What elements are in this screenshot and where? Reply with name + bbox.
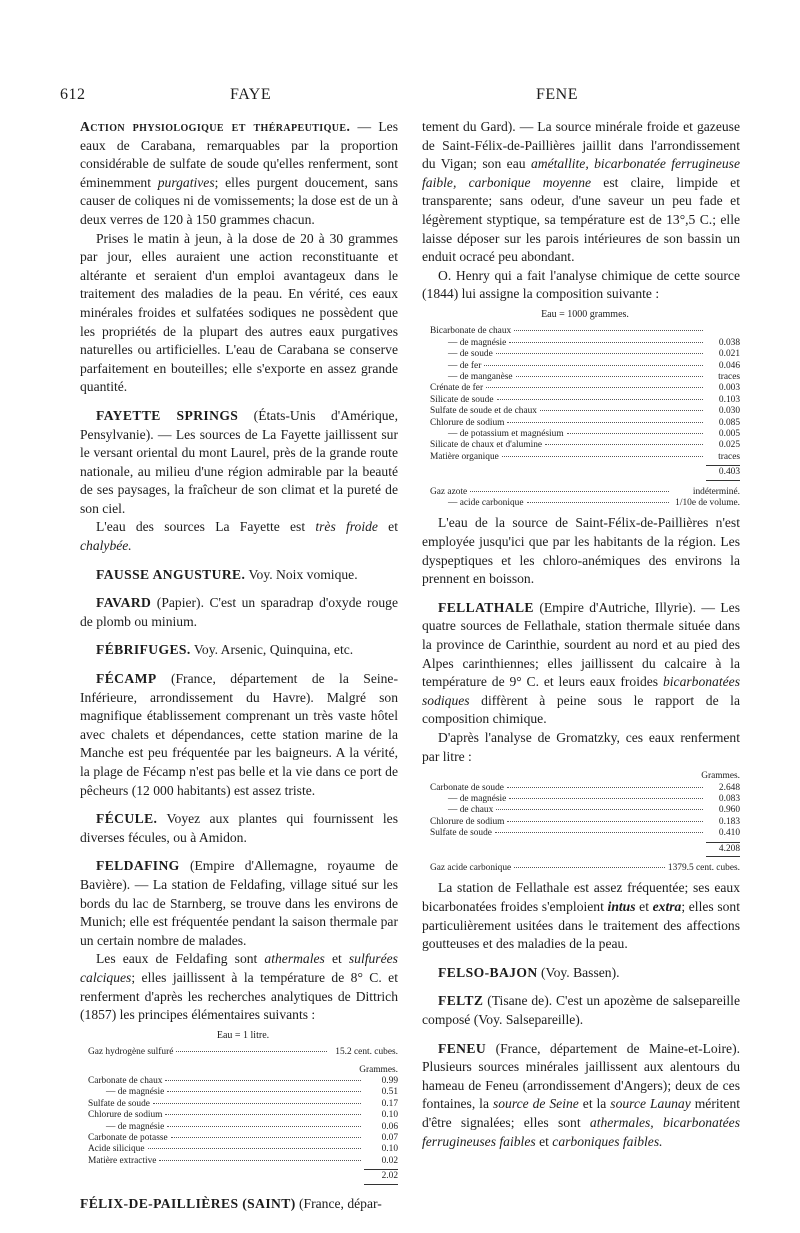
entry-keyword: FELSO-BAJON: [438, 964, 538, 980]
row-label: Matière organique: [430, 451, 499, 462]
entry-text: L'eau des sources La Fayette est: [96, 519, 306, 535]
row-value: traces: [718, 371, 740, 382]
entry-favard: [80, 594, 398, 631]
row-label: Gaz acide carbonique: [430, 863, 512, 873]
row-value: 0.005: [718, 429, 740, 439]
row-value: 0.003: [718, 383, 740, 394]
entry-keyword: FÉBRIFUGES.: [96, 642, 191, 658]
table-row: [430, 805, 740, 816]
table-row: [88, 1047, 398, 1058]
row-label: — de magnésie: [106, 1121, 165, 1132]
table-row: [430, 794, 740, 805]
entry-febrifuges: [80, 641, 398, 660]
table-row: [430, 349, 740, 360]
feldafing-analysis-table: [88, 1030, 398, 1185]
row-label: — de chaux: [448, 805, 494, 816]
row-label: Acide silicique: [88, 1144, 145, 1155]
felix-continued: [422, 118, 740, 267]
row-value: 0.103: [718, 394, 740, 405]
carabana-italic: purgatives: [157, 174, 215, 190]
row-label: Gaz hydrogène sulfuré: [88, 1047, 174, 1058]
row-label: Gaz azote: [430, 486, 468, 497]
row-label: — de soude: [448, 349, 493, 360]
row-label: — acide carbonique: [448, 498, 524, 509]
carabana-text: — Les eaux de Carabana, remarquables par la proportion considérable de sulfate de soude qu'elles renferment, sont éminemment: [80, 119, 398, 190]
entry-keyword: FELTZ: [438, 993, 484, 1009]
entry-fayette-p2: [80, 518, 398, 555]
entry-feneu: [422, 1040, 740, 1152]
row-label: Crénate de fer: [430, 383, 484, 394]
table-row: [88, 1076, 398, 1087]
row-value: 1379.5 cent. cubes.: [667, 863, 740, 873]
table-row: [430, 498, 740, 509]
entry-keyword: FÉLIX-DE-PAILLIÈRES (SAINT): [80, 1195, 296, 1211]
right-running-head: FENE: [536, 86, 578, 103]
row-value: 0.183: [718, 816, 740, 827]
entry-felso-bajon: [422, 964, 740, 983]
entry-feldafing: [80, 857, 398, 950]
row-value: 0.10: [381, 1110, 398, 1121]
row-value: indéterminé.: [692, 486, 740, 497]
table-total: [430, 840, 740, 857]
entry-italic: intus: [607, 899, 636, 914]
entry-fayette: [80, 407, 398, 519]
table-row: [430, 783, 740, 794]
table-row: [88, 1144, 398, 1155]
entry-italic: carboniques faibles.: [552, 1133, 663, 1149]
table-row: [430, 487, 740, 498]
entry-text: (Empire d'Allemagne, royaume de Bavière). — La station de Feldafing, village situé sur les bords du lac de Starnberg, se trouve dans les environs de Munich; elle est fréquentée pendant la saison thermale par un certain nombre de malades.: [80, 858, 398, 948]
row-label: Chlorure de sodium: [88, 1110, 163, 1121]
row-label: Carbonate de potasse: [88, 1132, 168, 1143]
table-row: [430, 440, 740, 451]
row-value: 0.06: [381, 1121, 398, 1132]
row-value: 0.960: [718, 805, 740, 816]
entry-felix-de-paillieres: [80, 1195, 398, 1214]
entry-fausse-angusture: [80, 566, 398, 585]
carabana-paragraph-2: Prises le matin à jeun, à la dose de 20 à 30 grammes par jour, elles auraient une action reconstituante et altérante et seraient d'un emploi avantageux dans le traitement des maladies de la peau. En vérité, ces eaux minérales froides et sulfatées sodiques ne possèdent que les propriétés de la plupart des autres eaux purgatives naturelles ou artificielles. L'eau de Carabana se conserve parfaitement en bouteilles; elle s'exporte en assez grande quantité.: [80, 230, 398, 395]
entry-text: méritent d'être signalées; elles sont: [422, 1096, 741, 1130]
table-row: [430, 817, 740, 828]
entry-text: (Tisane de). C'est un apozème de salsepareille composé (Voy. Salsepareille).: [422, 993, 740, 1027]
table-row: [430, 406, 740, 417]
row-value: 0.99: [381, 1075, 398, 1086]
left-running-head: FAYE: [230, 86, 272, 103]
row-value: traces: [718, 451, 740, 462]
row-value: 0.10: [381, 1144, 398, 1155]
row-label: Sulfate de soude: [430, 828, 492, 839]
entry-text: ; elles sont particulièrement usitées dans le traitement des affections goutteuses et des maladies de la peau.: [422, 899, 740, 952]
table-row: [430, 828, 740, 839]
entry-text: (Voy. Bassen).: [540, 964, 620, 980]
row-label: Sulfate de soude et de chaux: [430, 406, 537, 417]
table-row: [430, 326, 740, 337]
row-label: Chlorure de sodium: [430, 816, 505, 827]
total-value: 0.403: [706, 465, 740, 480]
entry-text: diffèrent à peine sous le rapport de la composition chimique.: [422, 692, 740, 727]
row-label: Sulfate de soude: [88, 1098, 150, 1109]
row-label: — de fer: [448, 360, 482, 371]
entry-text: (Empire d'Autriche, Illyrie). — Les quatre sources de Fellathale, station thermale située dans la province de Carinthie, sourdent au nord et au pied des Alpes carinthiennes; elles jaillissent du calcaire à la température de 9° C. et leurs eaux froides: [422, 599, 740, 690]
total-value: 2.02: [364, 1169, 398, 1184]
entry-text: (États-Unis d'Amérique, Pensylvanie). — Les sources de La Fayette jaillissent sur le versant oriental du mont Laurel, près de la grande route nationale, au milieu d'une région admirable par la beauté de ses paysages, la fraîcheur de son climat et la pureté de son ciel.: [80, 407, 398, 516]
row-value: 1/10e de volume.: [675, 498, 740, 509]
right-column: [422, 118, 740, 1151]
entry-italic: athermales: [264, 951, 325, 967]
row-value: 0.021: [718, 349, 740, 360]
table-row: [88, 1133, 398, 1144]
table-row: [430, 361, 740, 372]
row-label: Silicate de chaux et d'alumine: [430, 440, 543, 451]
table-unit: Grammes.: [359, 1064, 398, 1075]
entry-text: et: [539, 1133, 549, 1149]
entry-keyword: FAVARD: [96, 595, 152, 611]
entry-text: Les eaux de Feldafing sont: [96, 951, 258, 967]
fellathale-usage-paragraph: [422, 879, 740, 953]
entry-italic: chalybée.: [80, 538, 132, 554]
row-label: — de magnésie: [106, 1087, 165, 1098]
entry-italic: source Launay: [610, 1096, 691, 1112]
entry-text: (France, dépar-: [299, 1195, 382, 1211]
row-value: 0.046: [718, 360, 740, 371]
carabana-heading: Action physiologique et thérapeutique.: [80, 119, 351, 134]
entry-keyword: FENEU: [438, 1040, 487, 1056]
entry-keyword: FAYETTE SPRINGS: [96, 407, 239, 423]
row-value: 0.038: [718, 337, 740, 348]
table-row: [88, 1156, 398, 1167]
row-label: Bicarbonate de chaux: [430, 326, 512, 337]
carabana-paragraph: [80, 118, 398, 230]
table-row: [430, 338, 740, 349]
entry-text: et la: [582, 1096, 607, 1112]
row-label: — de magnésie: [448, 793, 507, 804]
entry-text: Voy. Noix vomique.: [248, 566, 358, 582]
entry-italic: sulfurées calciques: [80, 951, 398, 985]
row-label: Chlorure de sodium: [430, 417, 505, 428]
entry-italic: bicarbonatées sodiques: [422, 674, 740, 708]
entry-feltz: [422, 992, 740, 1029]
entry-feldafing-p2: [80, 950, 398, 1024]
row-value: 0.025: [718, 440, 740, 451]
row-value: 0.07: [381, 1132, 398, 1143]
row-value: 15.2 cent. cubes.: [335, 1047, 398, 1058]
row-label: — de magnésie: [448, 337, 507, 348]
table-caption: Eau = 1 litre.: [216, 1029, 270, 1041]
row-value: 0.51: [381, 1087, 398, 1098]
entry-italic: extra: [652, 899, 682, 914]
entry-text: et: [388, 519, 398, 535]
table-caption: Eau = 1000 grammes.: [541, 308, 629, 320]
entry-text: (Papier). C'est un sparadrap d'oxyde rouge de plomb ou minium.: [80, 595, 398, 629]
entry-keyword: FAUSSE ANGUSTURE.: [96, 566, 246, 582]
table-unit: Grammes.: [701, 771, 740, 782]
table-total: [430, 463, 740, 480]
table-row: [430, 372, 740, 383]
left-column: [80, 118, 398, 1213]
entry-keyword: FÉCAMP: [96, 671, 157, 687]
entry-text: et: [639, 899, 649, 914]
entry-text: La station de Fellathale est assez fréquentée; ses eaux bicarbonatées froides s'emploient: [422, 880, 740, 914]
entry-text: (France, département de Maine-et-Loire). Plusieurs sources minérales jaillissent aux alentours du hameau de Feneu (arrondissement d'Angers); deux de ces fontaines, la: [422, 1040, 740, 1112]
entry-fecamp: [80, 670, 398, 800]
table-row: [88, 1099, 398, 1110]
row-value: 0.030: [718, 406, 740, 417]
table-row: [430, 429, 740, 440]
entry-keyword: FELDAFING: [96, 858, 180, 874]
total-value: 4.208: [706, 842, 740, 857]
table-row: [430, 418, 740, 429]
table-row: [430, 395, 740, 406]
entry-italic: très froide: [315, 519, 378, 535]
entry-fecule: [80, 810, 398, 847]
entry-keyword: FELLATHALE: [438, 599, 534, 615]
entry-text: ; elles jaillissent à la température de 8° C. et renferment d'après les recherches analytiques de Dittrich (1857) les principes élémentaires suivants :: [80, 969, 398, 1023]
table-row: [88, 1087, 398, 1098]
row-value: 0.085: [718, 417, 740, 428]
row-label: — de manganèse: [448, 371, 513, 382]
row-label: — de potassium et magnésium: [448, 429, 564, 439]
entry-text: (France, département de la Seine-Inférieure, arrondissement du Havre). Malgré son magnifique établissement comprenant un très vaste hôtel avec chalets et dépendances, cette station marine de la Manche est peu fréquentée par les baigneurs. A la vérité, la plage de Fécamp n'est pas belle et la vie dans ce port de pêcheurs (12 000 habitants) est assez triste.: [80, 671, 398, 798]
entry-italic: athermales, bicarbonatées ferrugineuses faibles: [422, 1114, 740, 1149]
entry-text: et: [331, 951, 342, 967]
table-row: [88, 1122, 398, 1133]
felix-usage-paragraph: L'eau de la source de Saint-Félix-de-Paillières n'est employée jusqu'ici que par les habitants de la région. Les dyspeptiques et les chloro-anémiques des environs la prennent en boisson.: [422, 515, 740, 587]
fellathale-analysis-table: [430, 771, 740, 874]
table-total: [88, 1167, 398, 1184]
entry-text: Voy. Arsenic, Quinquina, etc.: [193, 642, 354, 658]
row-value: 2.648: [718, 782, 740, 793]
felix-analysis-table: [430, 309, 740, 510]
row-value: 0.17: [381, 1098, 398, 1109]
entry-italic: source de Seine: [492, 1096, 579, 1112]
entry-text: tement du Gard). — La source minérale froide et gazeuse de Saint-Félix-de-Paillières jaillit dans l'arrondissement du Vigan; son eau: [422, 119, 740, 172]
table-row: [430, 383, 740, 394]
table-row: [430, 452, 740, 463]
henry-paragraph: O. Henry qui a fait l'analyse chimique de cette source (1844) lui assigne la composition suivante :: [422, 267, 740, 302]
entry-italic: amétallite, bicarbonatée ferrugineuse faible, carbonique moyenne: [422, 156, 740, 190]
entry-text: est claire, limpide et transparente; sans odeur, d'une saveur un peu fade et légèrement styptique, sa température est de 13°,5 C.; elle laisse déposer sur les parois intérieures de son bassin un enduit ocracé peu abondant.: [422, 174, 740, 265]
row-label: Carbonate de soude: [430, 782, 504, 793]
row-label: Matière extractive: [88, 1155, 157, 1166]
row-label: Carbonate de chaux: [88, 1075, 163, 1086]
entry-keyword: FÉCULE.: [96, 811, 158, 827]
gromatzky-paragraph: D'après l'analyse de Gromatzky, ces eaux renferment par litre :: [422, 729, 740, 764]
row-value: 0.02: [381, 1155, 398, 1166]
carabana-text-end: ; elles purgent doucement, sans causer de coliques ni de vomissements; la dose est de un à deux verres de 120 à 150 grammes chacun.: [80, 174, 398, 227]
row-value: 0.410: [718, 828, 740, 839]
page-number: 612: [60, 86, 86, 103]
row-value: 0.083: [718, 793, 740, 804]
table-row: [88, 1110, 398, 1121]
table-row: [430, 863, 740, 874]
row-label: Silicate de soude: [430, 394, 494, 405]
entry-fellathale: [422, 599, 740, 729]
entry-text: Voyez aux plantes qui fournissent les diverses fécules, ou à Amidon.: [80, 811, 399, 845]
